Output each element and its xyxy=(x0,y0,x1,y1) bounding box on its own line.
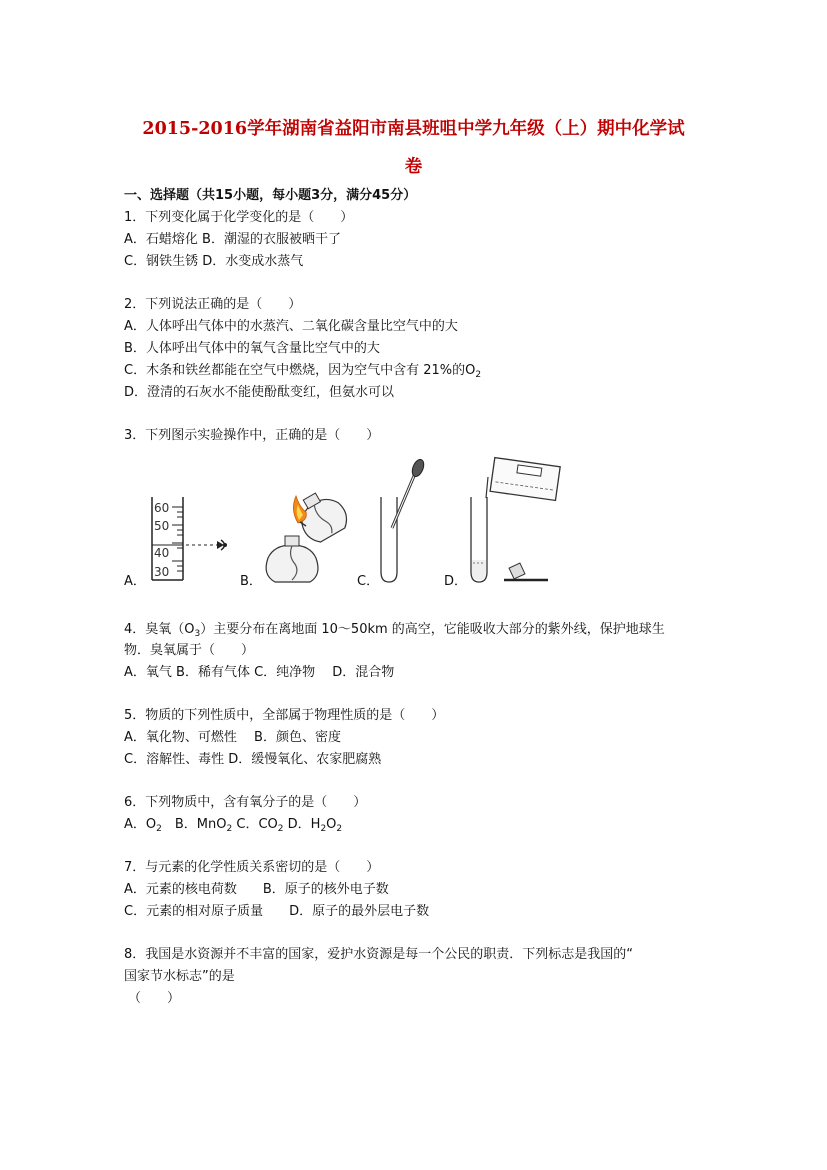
cylinder-tick-30: 30 xyxy=(154,565,170,579)
cylinder-tick-40: 40 xyxy=(154,546,170,560)
question-5-stem: 5．物质的下列性质中，全部属于物理性质的是（ ） xyxy=(124,708,445,723)
figure-d-pouring-liquid xyxy=(471,458,560,582)
question-1-options-cd: C．钢铁生锈 D．水变成水蒸气 xyxy=(124,254,304,269)
cylinder-tick-50: 50 xyxy=(154,519,170,533)
figure-b-alcohol-lamp xyxy=(266,485,352,582)
question-1-stem: 1．下列变化属于化学变化的是（ ） xyxy=(124,210,354,225)
question-6-options: A．$O_2$ B．MnO$_2$ C．$CO_2$ D．$H_2O_2$ xyxy=(124,817,343,834)
question-4-stem: 4．臭氧$(O_3)$主要分布在离地面 10～50km 的高空，它能吸收大部分的紫外线，保护地球生 xyxy=(124,622,665,639)
figure-label-d: D． xyxy=(444,574,468,589)
question-2-option-b: B．人体呼出气体中的氧气含量比空气中的大 xyxy=(124,341,380,356)
question-7-stem: 7．与元素的化学性质关系密切的是（ ） xyxy=(124,860,380,875)
figure-label-c: C． xyxy=(357,574,380,589)
question-4-stem-continued: 物．臭氧属于（ ） xyxy=(124,643,255,658)
question-7-options-ab: A．元素的核电荷数 B．原子的核外电子数 xyxy=(124,882,389,897)
question-8-stem: 8．我国是水资源并不丰富的国家，爱护水资源是每一个公民的职责．下列标志是我国的“ xyxy=(124,947,634,962)
section-heading: 一、选择题（共15小题，每小题3分，满分45分） xyxy=(124,188,417,203)
page-title-continued: 卷 xyxy=(404,157,423,177)
figure-c-dropper-test-tube xyxy=(381,458,426,582)
question-5-options-cd: C．溶解性、毒性 D．缓慢氧化、农家肥腐熟 xyxy=(124,752,382,767)
question-4-options: A．氧气 B．稀有气体 C．纯净物 D．混合物 xyxy=(124,665,395,680)
question-2-option-c: C．木条和铁丝都能在空气中燃烧，因为空气中含有 21%的$O_2$ xyxy=(124,363,482,380)
question-1-options-ab: A．石蜡熔化 B．潮湿的衣服被晒干了 xyxy=(124,232,341,247)
question-5-options-ab: A．氧化物、可燃性 B．颜色、密度 xyxy=(124,730,341,745)
question-7-options-cd: C．元素的相对原子质量 D．原子的最外层电子数 xyxy=(124,904,430,919)
page-title: 2015-2016学年湖南省益阳市南县班咀中学九年级（上）期中化学试 xyxy=(142,119,685,139)
question-2-option-d: D．澄清的石灰水不能使酚酞变红，但氨水可以 xyxy=(124,385,395,400)
question-8-answer-blank: （ ） xyxy=(128,991,181,1006)
question-2-option-a: A．人体呼出气体中的水蒸汽、二氧化碳含量比空气中的大 xyxy=(124,319,458,334)
question-6-stem: 6．下列物质中，含有氧分子的是（ ） xyxy=(124,795,367,810)
bottle-stopper-icon xyxy=(509,563,525,579)
figure-a-graduated-cylinder xyxy=(152,497,227,580)
question-3-stem: 3．下列图示实验操作中，正确的是（ ） xyxy=(124,428,380,443)
dropper-bulb-icon xyxy=(410,458,426,478)
cylinder-tick-60: 60 xyxy=(154,501,170,515)
question-8-stem-continued: 国家节水标志”的是 xyxy=(124,969,235,984)
figure-label-a: A． xyxy=(124,574,146,589)
question-2-stem: 2．下列说法正确的是（ ） xyxy=(124,297,302,312)
figure-label-b: B． xyxy=(240,574,262,589)
